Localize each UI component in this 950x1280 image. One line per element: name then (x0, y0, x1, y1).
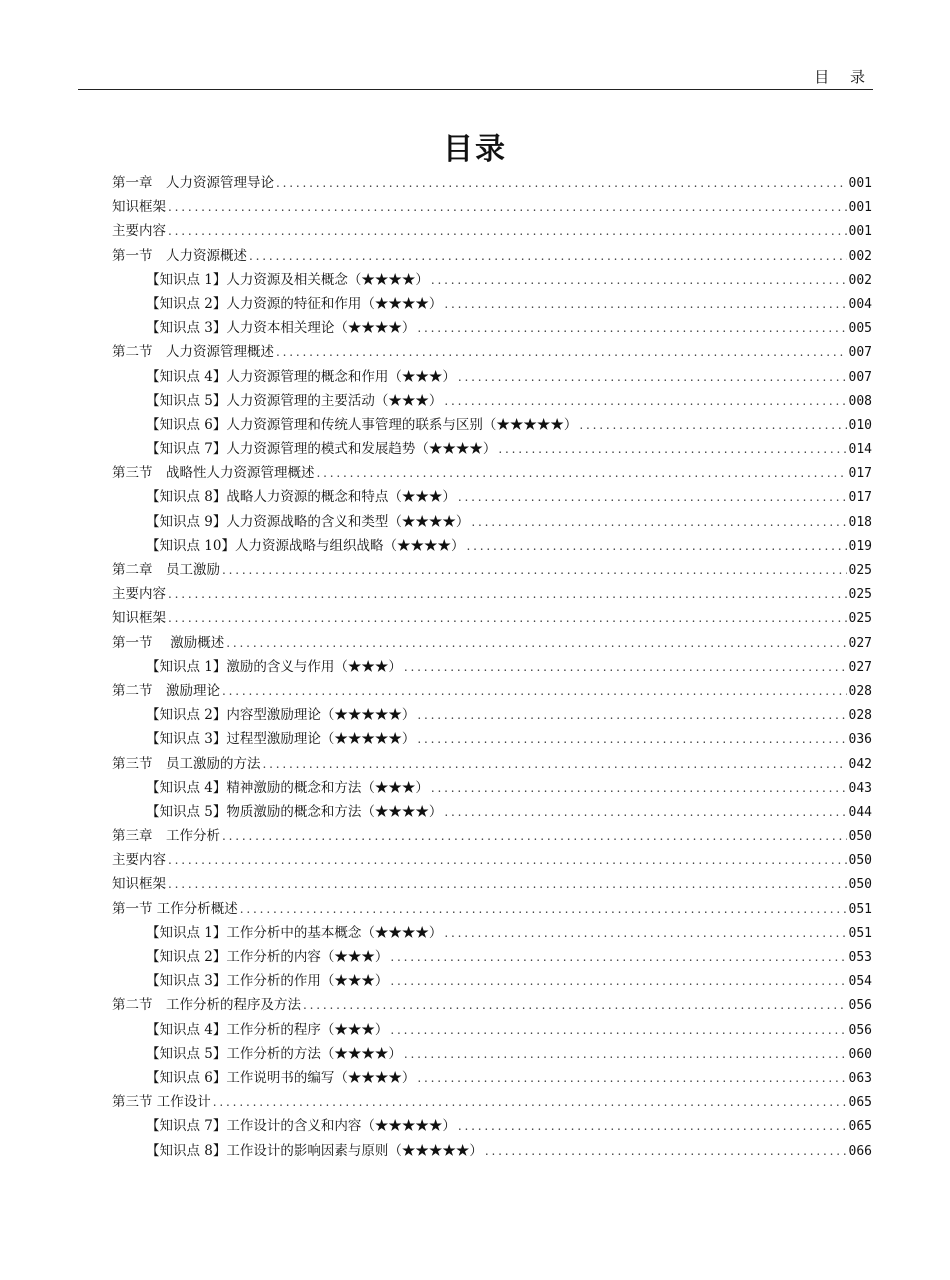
toc-entry-page: 004 (848, 296, 872, 312)
toc-entry-page: 063 (848, 1070, 872, 1086)
toc-dot-leader (226, 631, 846, 655)
toc-entry-knowledge-point[interactable] (112, 703, 872, 727)
toc-entry-knowledge-point[interactable] (112, 727, 872, 751)
toc-entry-label: 【知识点 4】精神激励的概念和方法（★★★） (146, 779, 429, 796)
toc-entry-label: 【知识点 4】工作分析的程序（★★★） (146, 1021, 389, 1038)
toc-entry-label: 第三节 员工激励的方法 (112, 755, 261, 772)
toc-entry-page: 050 (848, 829, 872, 845)
toc-entry-knowledge-point[interactable] (112, 800, 872, 824)
toc-dot-leader (417, 703, 846, 727)
toc-dot-leader (303, 993, 847, 1017)
toc-entry-section[interactable] (112, 606, 872, 630)
toc-entry-section[interactable] (112, 824, 872, 848)
toc-entry-label: 主要内容 (112, 223, 166, 240)
toc-entry-page: 007 (848, 369, 872, 385)
toc-list (112, 171, 872, 1163)
toc-entry-page: 001 (848, 224, 872, 240)
toc-entry-knowledge-point[interactable] (112, 1042, 872, 1066)
toc-entry-section[interactable] (112, 872, 872, 896)
toc-entry-knowledge-point[interactable] (112, 389, 872, 413)
toc-entry-label: 【知识点 1】人力资源及相关概念（★★★★） (146, 271, 429, 288)
toc-dot-leader (168, 872, 847, 896)
toc-dot-leader (213, 1090, 847, 1114)
toc-entry-label: 第三节 战略性人力资源管理概述 (112, 465, 315, 482)
toc-entry-label: 第一节 工作分析概述 (112, 900, 238, 917)
toc-entry-page: 025 (848, 563, 872, 578)
toc-entry-section[interactable] (112, 993, 872, 1017)
toc-entry-knowledge-point[interactable] (112, 292, 872, 316)
toc-entry-knowledge-point[interactable] (112, 969, 872, 993)
toc-entry-label: 知识框架 (112, 199, 166, 216)
toc-entry-page: 050 (848, 877, 872, 893)
toc-entry-label: 第一章 人力资源管理导论 (112, 175, 274, 191)
toc-entry-label: 【知识点 7】工作设计的含义和内容（★★★★★） (146, 1118, 456, 1135)
toc-entry-page: 028 (848, 708, 872, 724)
toc-entry-page: 018 (848, 514, 872, 530)
toc-dot-leader (249, 244, 847, 268)
toc-dot-leader (276, 340, 847, 364)
toc-entry-page: 044 (848, 804, 872, 820)
toc-entry-label: 主要内容 (112, 852, 166, 869)
toc-entry-page: 043 (848, 780, 872, 796)
toc-entry-label: 第一节 激励概述 (112, 634, 225, 651)
toc-entry-page: 065 (848, 1119, 872, 1135)
toc-dot-leader (222, 558, 847, 582)
toc-dot-leader (458, 1114, 847, 1138)
toc-dot-leader (471, 510, 846, 534)
toc-entry-page: 025 (848, 611, 872, 627)
toc-entry-section[interactable] (112, 244, 872, 268)
toc-entry-page: 051 (848, 901, 872, 917)
toc-entry-section[interactable] (112, 1090, 872, 1114)
toc-entry-label: 【知识点 10】人力资源战略与组织战略（★★★★） (146, 537, 465, 554)
toc-dot-leader (390, 945, 846, 969)
toc-entry-knowledge-point[interactable] (112, 921, 872, 945)
toc-entry-knowledge-point[interactable] (112, 1018, 872, 1042)
toc-dot-leader (579, 413, 846, 437)
toc-entry-knowledge-point[interactable] (112, 268, 872, 292)
toc-entry-page: 019 (848, 538, 872, 554)
toc-entry-section[interactable] (112, 679, 872, 703)
toc-entry-label: 【知识点 3】过程型激励理论（★★★★★） (146, 731, 416, 748)
toc-dot-leader (168, 582, 847, 606)
toc-entry-label: 【知识点 1】工作分析中的基本概念（★★★★） (146, 924, 443, 941)
toc-entry-knowledge-point[interactable] (112, 1066, 872, 1090)
toc-entry-page: 008 (848, 393, 872, 409)
toc-entry-knowledge-point[interactable] (112, 1114, 872, 1138)
toc-dot-leader (458, 485, 847, 509)
toc-entry-section[interactable] (112, 461, 872, 485)
toc-dot-leader (444, 921, 846, 945)
toc-dot-leader (444, 800, 846, 824)
toc-entry-page: 050 (848, 853, 872, 869)
toc-dot-leader (417, 727, 846, 751)
toc-dot-leader (431, 776, 847, 800)
toc-dot-leader (168, 606, 847, 630)
header-rule (78, 89, 873, 90)
toc-dot-leader (485, 1139, 847, 1163)
toc-entry-page: 028 (848, 683, 872, 699)
toc-entry-label: 【知识点 6】工作说明书的编写（★★★★） (146, 1069, 416, 1086)
toc-dot-leader (404, 655, 847, 679)
toc-entry-page: 025 (848, 587, 872, 603)
toc-entry-label: 第二节 激励理论 (112, 682, 220, 699)
toc-entry-page: 017 (848, 466, 872, 482)
toc-entry-page: 017 (848, 490, 872, 506)
toc-entry-label: 【知识点 3】人力资本相关理论（★★★★） (146, 320, 416, 337)
toc-entry-knowledge-point[interactable] (112, 534, 872, 558)
toc-entry-page: 014 (848, 442, 872, 458)
toc-entry-page: 056 (848, 998, 872, 1014)
toc-entry-page: 066 (848, 1143, 872, 1159)
toc-entry-section[interactable] (112, 558, 872, 582)
toc-entry-label: 【知识点 6】人力资源管理和传统人事管理的联系与区别（★★★★★） (146, 416, 578, 433)
toc-dot-leader (417, 1066, 846, 1090)
toc-dot-leader (390, 969, 846, 993)
toc-entry-label: 【知识点 7】人力资源管理的模式和发展趋势（★★★★） (146, 441, 497, 458)
page-title: 目录 (443, 132, 507, 167)
toc-entry-page: 054 (848, 974, 872, 990)
toc-entry-page: 027 (848, 659, 872, 675)
toc-dot-leader (317, 461, 847, 485)
toc-entry-label: 主要内容 (112, 586, 166, 603)
toc-entry-label: 第二章 员工激励 (112, 562, 220, 578)
toc-dot-leader (222, 679, 847, 703)
toc-entry-page: 002 (848, 248, 872, 264)
toc-entry-page: 053 (848, 950, 872, 965)
toc-entry-label: 第二节 人力资源管理概述 (112, 344, 274, 361)
toc-entry-label: 第二节 工作分析的程序及方法 (112, 997, 301, 1014)
toc-entry-page: 010 (848, 417, 872, 433)
toc-dot-leader (417, 316, 846, 340)
toc-entry-section[interactable] (112, 752, 872, 776)
toc-entry-knowledge-point[interactable] (112, 655, 872, 679)
toc-entry-section[interactable] (112, 897, 872, 921)
toc-entry-page: 001 (848, 176, 872, 191)
toc-dot-leader (168, 195, 847, 219)
toc-entry-label: 【知识点 4】人力资源管理的概念和作用（★★★） (146, 368, 456, 385)
toc-entry-knowledge-point[interactable] (112, 510, 872, 534)
toc-entry-page: 056 (848, 1022, 872, 1038)
toc-entry-knowledge-point[interactable] (112, 485, 872, 509)
toc-dot-leader (168, 219, 847, 243)
toc-entry-section[interactable] (112, 848, 872, 872)
toc-entry-label: 【知识点 5】工作分析的方法（★★★★） (146, 1045, 402, 1062)
toc-dot-leader (390, 1018, 846, 1042)
toc-dot-leader (444, 389, 846, 413)
toc-entry-page: 042 (848, 756, 872, 772)
toc-entry-knowledge-point[interactable] (112, 945, 872, 969)
toc-entry-knowledge-point[interactable] (112, 1139, 872, 1163)
toc-entry-section[interactable] (112, 340, 872, 364)
toc-entry-label: 【知识点 2】工作分析的内容（★★★） (146, 949, 389, 965)
toc-entry-label: 【知识点 2】人力资源的特征和作用（★★★★） (146, 295, 443, 312)
toc-dot-leader (276, 171, 847, 195)
toc-entry-label: 知识框架 (112, 610, 166, 627)
toc-entry-label: 【知识点 2】内容型激励理论（★★★★★） (146, 707, 416, 724)
toc-entry-knowledge-point[interactable] (112, 437, 872, 461)
toc-entry-label: 【知识点 1】激励的含义与作用（★★★） (146, 658, 402, 675)
toc-entry-label: 【知识点 5】人力资源管理的主要活动（★★★） (146, 392, 443, 409)
toc-entry-section[interactable] (112, 171, 872, 195)
toc-entry-page: 027 (848, 635, 872, 651)
toc-entry-label: 【知识点 9】人力资源战略的含义和类型（★★★★） (146, 513, 470, 530)
toc-entry-label: 【知识点 5】物质激励的概念和方法（★★★★） (146, 803, 443, 820)
toc-entry-page: 005 (848, 321, 872, 337)
toc-entry-label: 【知识点 3】工作分析的作用（★★★） (146, 973, 389, 990)
toc-entry-page: 001 (848, 200, 872, 216)
toc-entry-label: 【知识点 8】战略人力资源的概念和特点（★★★） (146, 489, 456, 506)
toc-dot-leader (240, 897, 847, 921)
toc-dot-leader (431, 268, 847, 292)
toc-entry-page: 065 (848, 1095, 872, 1111)
toc-entry-page: 060 (848, 1046, 872, 1062)
toc-entry-section[interactable] (112, 219, 872, 243)
toc-dot-leader (466, 534, 846, 558)
toc-entry-knowledge-point[interactable] (112, 316, 872, 340)
toc-dot-leader (458, 365, 847, 389)
toc-entry-section[interactable] (112, 582, 872, 606)
toc-entry-label: 【知识点 8】工作设计的影响因素与原则（★★★★★） (146, 1142, 483, 1159)
toc-entry-knowledge-point[interactable] (112, 776, 872, 800)
toc-entry-knowledge-point[interactable] (112, 365, 872, 389)
toc-dot-leader (404, 1042, 847, 1066)
toc-entry-page: 036 (848, 732, 872, 748)
toc-entry-page: 051 (848, 925, 872, 941)
toc-dot-leader (168, 848, 847, 872)
toc-entry-knowledge-point[interactable] (112, 413, 872, 437)
toc-entry-label: 知识框架 (112, 876, 166, 893)
toc-entry-page: 002 (848, 272, 872, 288)
toc-dot-leader (263, 752, 847, 776)
toc-entry-label: 第三节 工作设计 (112, 1094, 211, 1111)
toc-dot-leader (498, 437, 846, 461)
running-header: 目 录 (814, 68, 873, 86)
toc-entry-section[interactable] (112, 195, 872, 219)
toc-entry-label: 第一节 人力资源概述 (112, 247, 247, 264)
toc-dot-leader (444, 292, 846, 316)
toc-dot-leader (222, 824, 847, 848)
toc-entry-page: 007 (848, 345, 872, 361)
toc-entry-section[interactable] (112, 631, 872, 655)
toc-entry-label: 第三章 工作分析 (112, 828, 220, 845)
